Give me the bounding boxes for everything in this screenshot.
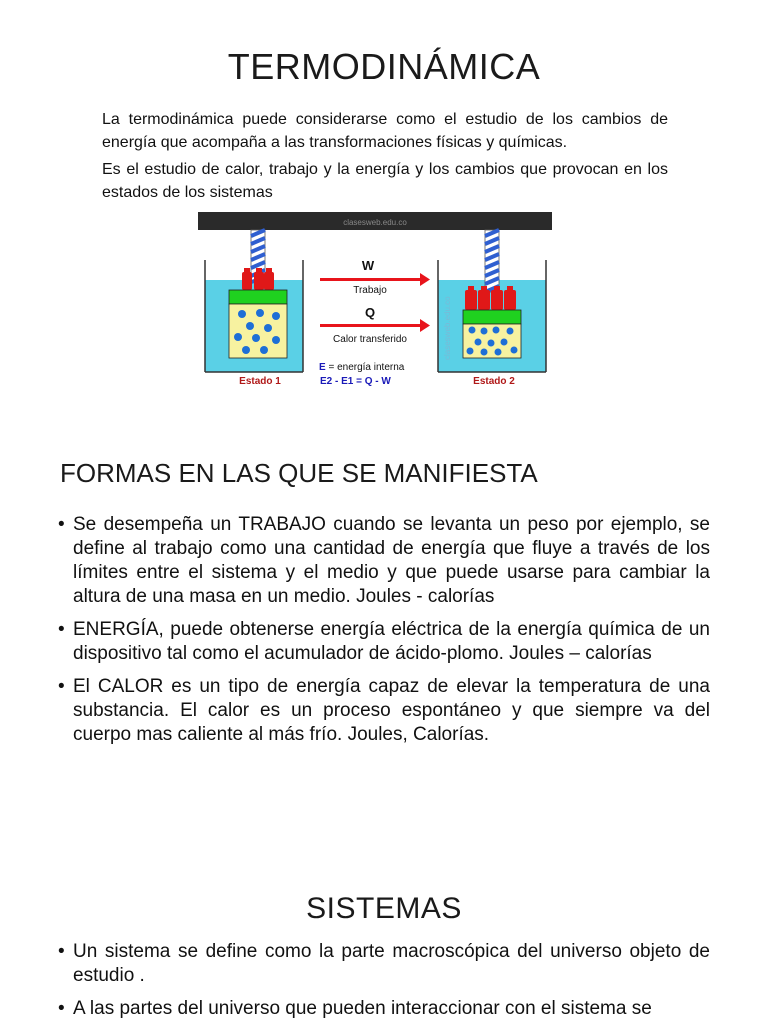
container-state-1 (205, 230, 303, 372)
side-watermark: clasesweb.edu.co (443, 296, 452, 360)
screw-rod-2 (485, 230, 499, 292)
list-item-text: A las partes del universo que pueden interaccionar con el sistema se (73, 998, 652, 1019)
forms-bullet-list (58, 513, 710, 756)
intro-paragraph-1: La termodinámica puede considerarse como el estudio de los cambios de energía que acompaña a las transformaciones físicas y químicas. (102, 111, 668, 151)
weights-1 (242, 268, 274, 290)
section-heading-systems: SISTEMAS (306, 892, 462, 925)
list-item-text: Un sistema se define como la parte macroscópica del universo objeto de estudio . (73, 941, 710, 986)
energy-def-text: = energía interna (325, 362, 405, 373)
watermark: clasesweb.edu.co (343, 218, 407, 227)
energy-definition (319, 362, 405, 373)
systems-bullet-list (58, 940, 710, 1030)
bullet: • (58, 619, 65, 640)
heat-symbol: Q (364, 305, 376, 320)
work-label: Trabajo (353, 285, 387, 296)
work-symbol: W (361, 258, 375, 273)
list-item (58, 618, 710, 666)
bullet: • (58, 514, 65, 535)
energy-equation: E2 - E1 = Q - W (320, 376, 391, 387)
piston-2 (463, 310, 521, 324)
section-heading-forms: FORMAS EN LAS QUE SE MANIFIESTA (60, 458, 538, 488)
list-item (58, 940, 710, 988)
list-item (58, 675, 710, 747)
list-item (58, 997, 710, 1021)
energy-symbol: E (319, 362, 326, 373)
piston-1 (229, 290, 287, 304)
list-item (58, 513, 710, 609)
intro-paragraph-2: Es el estudio de calor, trabajo y la energía y los cambios que provocan en los estados de los sistemas (102, 161, 668, 201)
state-2-label: Estado 2 (473, 376, 515, 387)
bullet: • (58, 998, 65, 1019)
list-item-text: Se desempeña un TRABAJO cuando se levanta un peso por ejemplo, se define al trabajo como una cantidad de energía que fluye a través de los límites entre el sistema y el medio y que puede usarse para cambiar la altura de una masa en un medio. Joules - calorías (73, 514, 710, 607)
bullet: • (58, 676, 65, 697)
container-state-2 (438, 230, 546, 372)
thermodynamics-diagram (198, 210, 552, 394)
list-item-text: El CALOR es un tipo de energía capaz de elevar la temperatura de una substancia. El calor es un proceso espontáneo y que siempre va del cuerpo mas caliente al más frío. Joules, Calorías. (73, 676, 710, 745)
list-item-text: ENERGÍA, puede obtenerse energía eléctrica de la energía química de un dispositivo tal como el acumulador de ácido-plomo. Joules – calorías (73, 619, 710, 664)
heat-label: Calor transferido (333, 334, 407, 345)
bullet: • (58, 941, 65, 962)
state-1-label: Estado 1 (239, 376, 281, 387)
heat-arrow (320, 319, 430, 332)
page-title: TERMODINÁMICA (227, 46, 541, 87)
